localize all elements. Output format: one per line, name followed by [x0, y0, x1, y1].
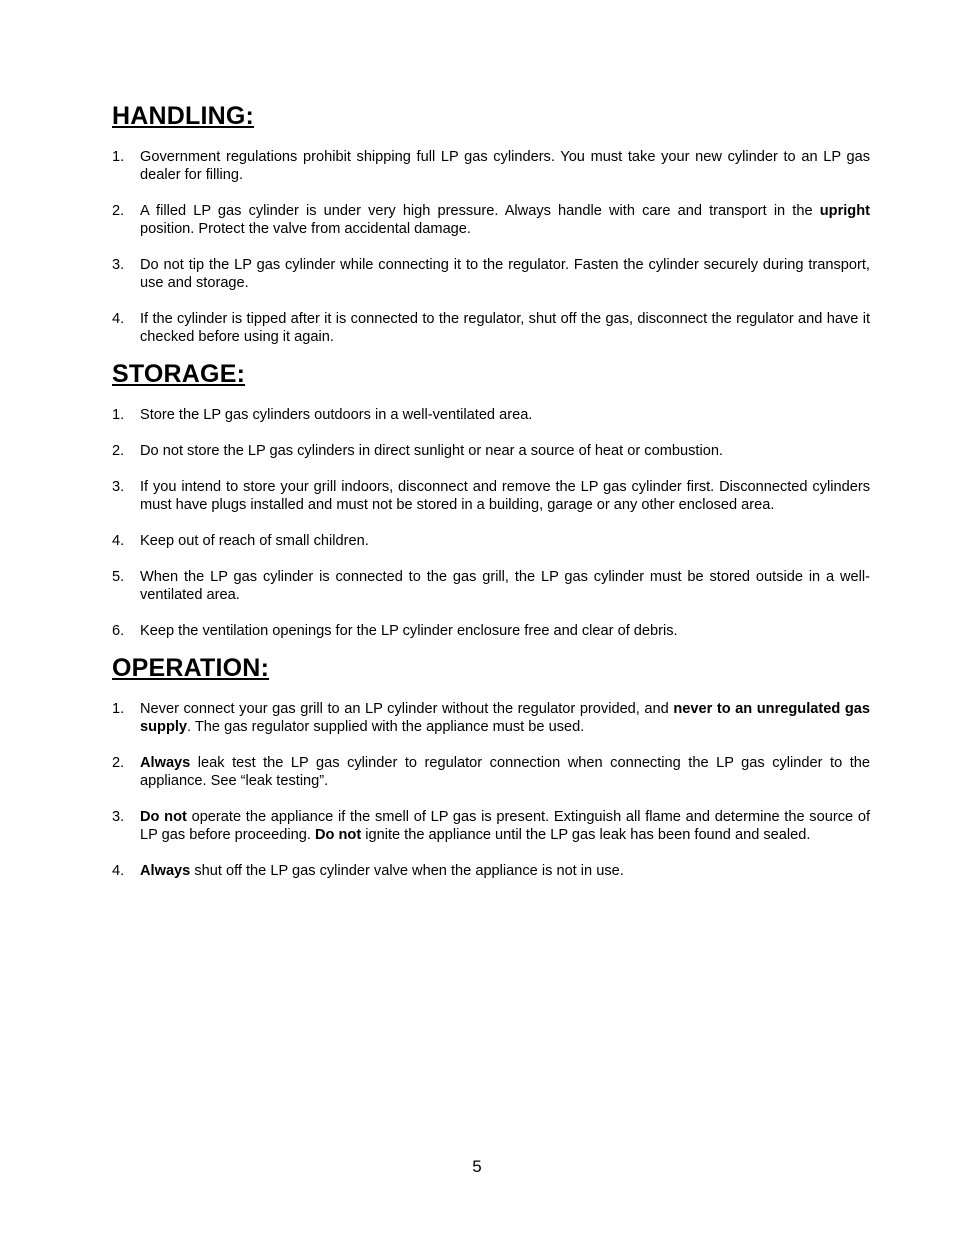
list-item	[112, 622, 870, 640]
item-number: 3.	[112, 479, 125, 495]
document-page	[112, 100, 870, 880]
item-number: 2.	[112, 203, 125, 219]
item-text-run: Do not store the LP gas cylinders in direct sunlight or near a source of heat or combustion.	[140, 443, 723, 459]
list-item	[112, 700, 870, 736]
item-text-run: operate the appliance if the smell of LP gas is present. Extinguish all flame and determine the source of LP gas before proceeding.	[140, 809, 870, 843]
item-text-run: Keep the ventilation openings for the LP cylinder enclosure free and clear of debris.	[140, 623, 678, 639]
item-text-run: leak test the LP gas cylinder to regulator connection when connecting the LP gas cylinder to the appliance. See “leak testing”.	[140, 755, 870, 789]
item-text-bold: upright	[819, 203, 870, 219]
item-text-run: . The gas regulator supplied with the appliance must be used.	[187, 719, 585, 735]
item-text-bold: Do not	[314, 827, 362, 843]
item-number: 2.	[112, 443, 125, 459]
item-text-bold: Do not	[140, 809, 187, 825]
item-number: 4.	[112, 863, 125, 879]
handling-list	[112, 148, 870, 346]
page-number: 5	[472, 1157, 482, 1176]
item-number: 6.	[112, 623, 125, 639]
item-text-run: When the LP gas cylinder is connected to the gas grill, the LP gas cylinder must be stored outside in a well-ventilated area.	[140, 569, 870, 603]
list-item	[112, 862, 870, 880]
item-number: 1.	[112, 407, 125, 423]
list-item	[112, 568, 870, 604]
list-item	[112, 256, 870, 292]
item-text-bold: never to an unregulated gas supply	[140, 701, 870, 735]
list-item	[112, 478, 870, 514]
list-item	[112, 406, 870, 424]
item-number: 1.	[112, 701, 125, 717]
item-text-run: position. Protect the valve from accidental damage.	[140, 221, 471, 237]
section-storage	[112, 358, 870, 640]
heading-storage: STORAGE:	[112, 360, 246, 388]
item-text-run: Government regulations prohibit shipping full LP gas cylinders. You must take your new cylinder to an LP gas dealer for filling.	[140, 149, 870, 183]
item-text-run: Keep out of reach of small children.	[140, 533, 369, 549]
item-text	[140, 700, 870, 736]
list-item	[112, 202, 870, 238]
heading-operation: OPERATION:	[112, 654, 270, 682]
list-item	[112, 808, 870, 844]
section-operation	[112, 652, 870, 880]
item-text	[140, 442, 870, 460]
item-text-run: If you intend to store your grill indoors, disconnect and remove the LP gas cylinder first. Disconnected cylinders must have plugs installed and must not be stored in a building, garage or any other enclosed area.	[140, 479, 870, 513]
item-text-run: ignite the appliance until the LP gas leak has been found and sealed.	[361, 827, 811, 843]
item-number: 4.	[112, 533, 125, 549]
item-text	[140, 862, 870, 880]
item-number: 4.	[112, 311, 125, 327]
item-text	[140, 754, 870, 790]
item-text-run: Do not tip the LP gas cylinder while connecting it to the regulator. Fasten the cylinder securely during transport, use and storage.	[140, 257, 870, 291]
item-text	[140, 148, 870, 184]
item-number: 3.	[112, 809, 125, 825]
heading-handling: HANDLING:	[112, 102, 255, 130]
list-item	[112, 532, 870, 550]
storage-list	[112, 406, 870, 640]
item-number: 3.	[112, 257, 125, 273]
item-text	[140, 310, 870, 346]
item-text	[140, 568, 870, 604]
item-text-run: Store the LP gas cylinders outdoors in a well-ventilated area.	[140, 407, 533, 423]
item-text	[140, 478, 870, 514]
item-text	[140, 202, 870, 238]
list-item	[112, 148, 870, 184]
item-number: 2.	[112, 755, 125, 771]
item-text	[140, 808, 870, 844]
section-handling	[112, 100, 870, 346]
item-number: 5.	[112, 569, 125, 585]
item-text-run: If the cylinder is tipped after it is connected to the regulator, shut off the gas, disconnect the regulator and have it checked before using it again.	[140, 311, 870, 345]
item-text-run: shut off the LP gas cylinder valve when the appliance is not in use.	[190, 863, 624, 879]
list-item	[112, 442, 870, 460]
item-text-run: A filled LP gas cylinder is under very high pressure. Always handle with care and transport in the	[140, 203, 820, 219]
item-text	[140, 256, 870, 292]
item-text	[140, 622, 870, 640]
item-text-run: Never connect your gas grill to an LP cylinder without the regulator provided, and	[140, 701, 674, 717]
list-item	[112, 310, 870, 346]
item-text-bold: Always	[140, 755, 191, 771]
item-text-bold: Always	[140, 863, 191, 879]
operation-list	[112, 700, 870, 880]
item-number: 1.	[112, 149, 125, 165]
item-text	[140, 532, 870, 550]
item-text	[140, 406, 870, 424]
list-item	[112, 754, 870, 790]
